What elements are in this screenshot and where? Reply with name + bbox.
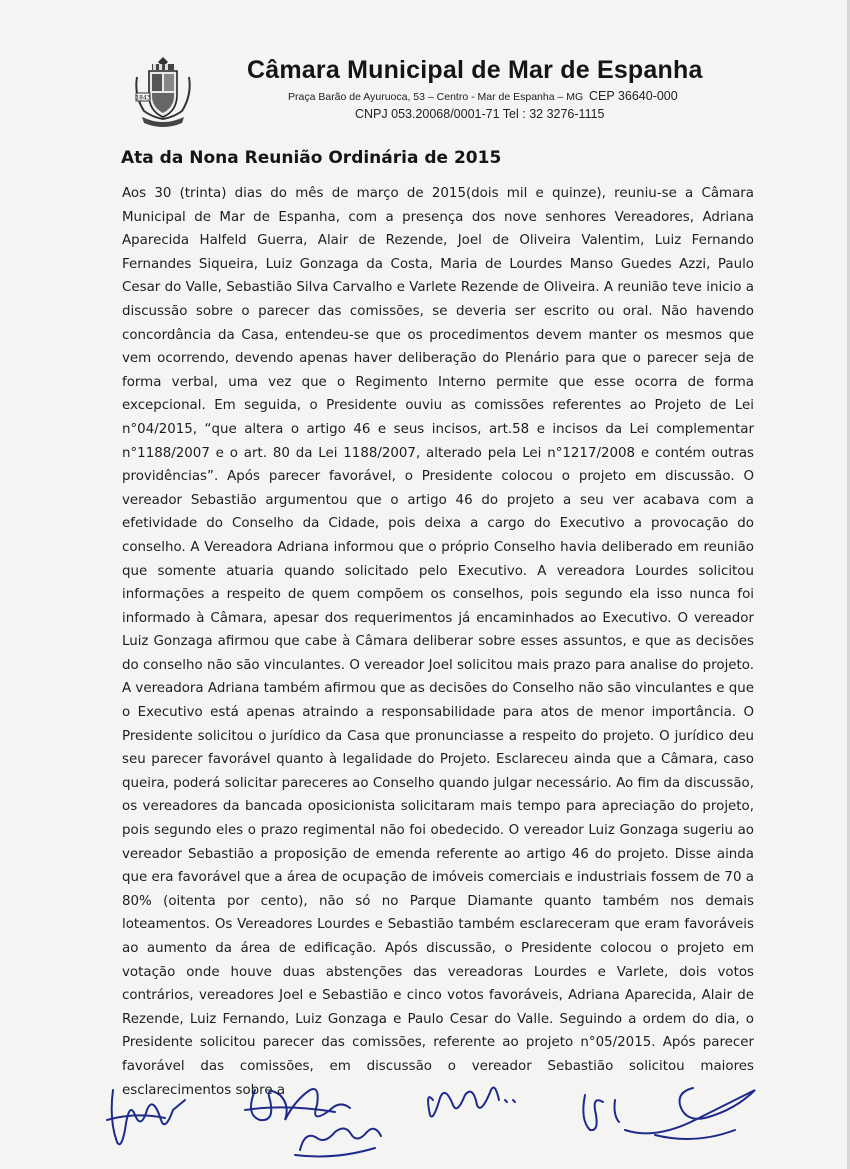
address-text: Praça Barão de Ayuruoca, 53 – Centro - Mar de Espanha – MG xyxy=(288,91,584,103)
signature-6 xyxy=(625,1088,755,1139)
signature-2 xyxy=(245,1089,350,1120)
institution-address xyxy=(288,89,728,103)
minutes-paragraph: Aos 30 (trinta) dias do mês de março de 2015(dois mil e quinze), reuniu-se a Câmara Municipal de Mar de Espanha, com a presença dos nove senhores Vereadores, Adriana Aparecida Halfeld Guerra, Alair de Rezende, Joel de Oliveira Valentim, Luiz Fernando Fernandes Siqueira, Luiz Gonzaga da Costa, Maria de Lourdes Manso Guedes Azzi, Paulo Cesar do Valle, Sebastião Silva Carvalho e Varlete Rezende de Oliveira. A reunião teve inicio a discussão sobre o parecer das comissões, se deveria ser escrito ou oral. Não havendo concordância da Casa, entendeu-se que os procedimentos devem manter os mesmos que vem ocorrendo, devendo apenas haver deliberação do Plenário para que o parecer seja de forma verbal, uma vez que o Regimento Interno permite que esse ocorra de forma excepcional. Em seguida, o Presidente ouviu as comissões referentes ao Projeto de Lei n°04/2015, “que altera o artigo 46 e seus incisos, art.58 e incisos da Lei complementar n°1188/2007 e o art. 80 da Lei 1188/2007, alterado pela Lei n°1217/2008 e contém outras providências”. Após parecer favorável, o Presidente colocou o projeto em discussão. O vereador Sebastião argumentou que o artigo 46 do projeto a seu ver acabava com a efetividade do Conselho da Cidade, pois deixa a cargo do Executivo a provocação do conselho. A Vereadora Adriana informou que o próprio Conselho havia deliberado em reunião que somente atuaria quando solicitado pelo Executivo. A vereadora Lourdes solicitou informações a respeito de quem compõem os conselhos, pois segundo ela isso nunca foi informado à Câmara, apesar dos requerimentos já encaminhados ao Executivo. O vereador Luiz Gonzaga afirmou que cabe à Câmara deliberar sobre esses assuntos, e que as decisões do conselho não são vinculantes. O vereador Joel solicitou mais prazo para analise do projeto. A vereadora Adriana também afirmou que as decisões do Conselho não são vinculantes e que o Executivo está apenas atraindo a responsabilidade para atos de menor importância. O Presidente solicitou o jurídico da Casa que pronunciasse a respeito do projeto. O jurídico deu seu parecer favorável quanto à legalidade do Projeto. Esclareceu ainda que a Câmara, caso queira, poderá solicitar pareceres ao Conselho quando julgar necessário. Ao fim da discussão, os vereadores da bancada oposicionista solicitaram mais tempo para apreciação do projeto, pois segundo eles o prazo regimental não foi obedecido. O vereador Luiz Gonzaga sugeriu ao vereador Sebastião a proposição de emenda referente ao artigo 46 do projeto. Disse ainda que era favorável que a área de ocupação de imóveis comerciais e industriais fossem de 70 a 80% (oitenta por cento), não só no Parque Diamante quanto também nos demais loteamentos. Os Vereadores Lourdes e Sebastião também esclareceram que eram favoráveis ao aumento da área de edificação. Após discussão, o Presidente colocou o projeto em votação onde houve duas abstenções das vereadoras Lourdes e Varlete, dois votos contrários, vereadores Joel e Sebastião e cinco votos favoráveis, Adriana Aparecida, Alair de Rezende, Luiz Fernando, Luiz Gonzaga e Paulo Cesar do Valle. Seguindo a ordem do dia, o Presidente solicitou parecer das comissões, referente ao projeto n°05/2015. Após parecer favorável das comissões, em discussão o vereador Sebastião solicitou maiores esclarecimentos sobre a xyxy=(122,186,754,1098)
minutes-title: Ata da Nona Reunião Ordinária de 2015 xyxy=(121,148,502,168)
minutes-body xyxy=(122,182,754,1102)
signature-3 xyxy=(295,1128,381,1156)
signature-5 xyxy=(583,1095,619,1130)
cnpj-phone-line: CNPJ 053.20068/0001-71 Tel : 32 3276-1115 xyxy=(355,107,605,121)
coat-of-arms-logo xyxy=(132,55,194,127)
postal-code: CEP 36640-000 xyxy=(588,89,678,103)
crest-year: 1843 xyxy=(135,94,151,102)
signatures-area xyxy=(95,1060,795,1165)
institution-title: Câmara Municipal de Mar de Espanha xyxy=(247,56,703,84)
signature-4 xyxy=(428,1088,515,1117)
signature-1 xyxy=(107,1090,185,1144)
